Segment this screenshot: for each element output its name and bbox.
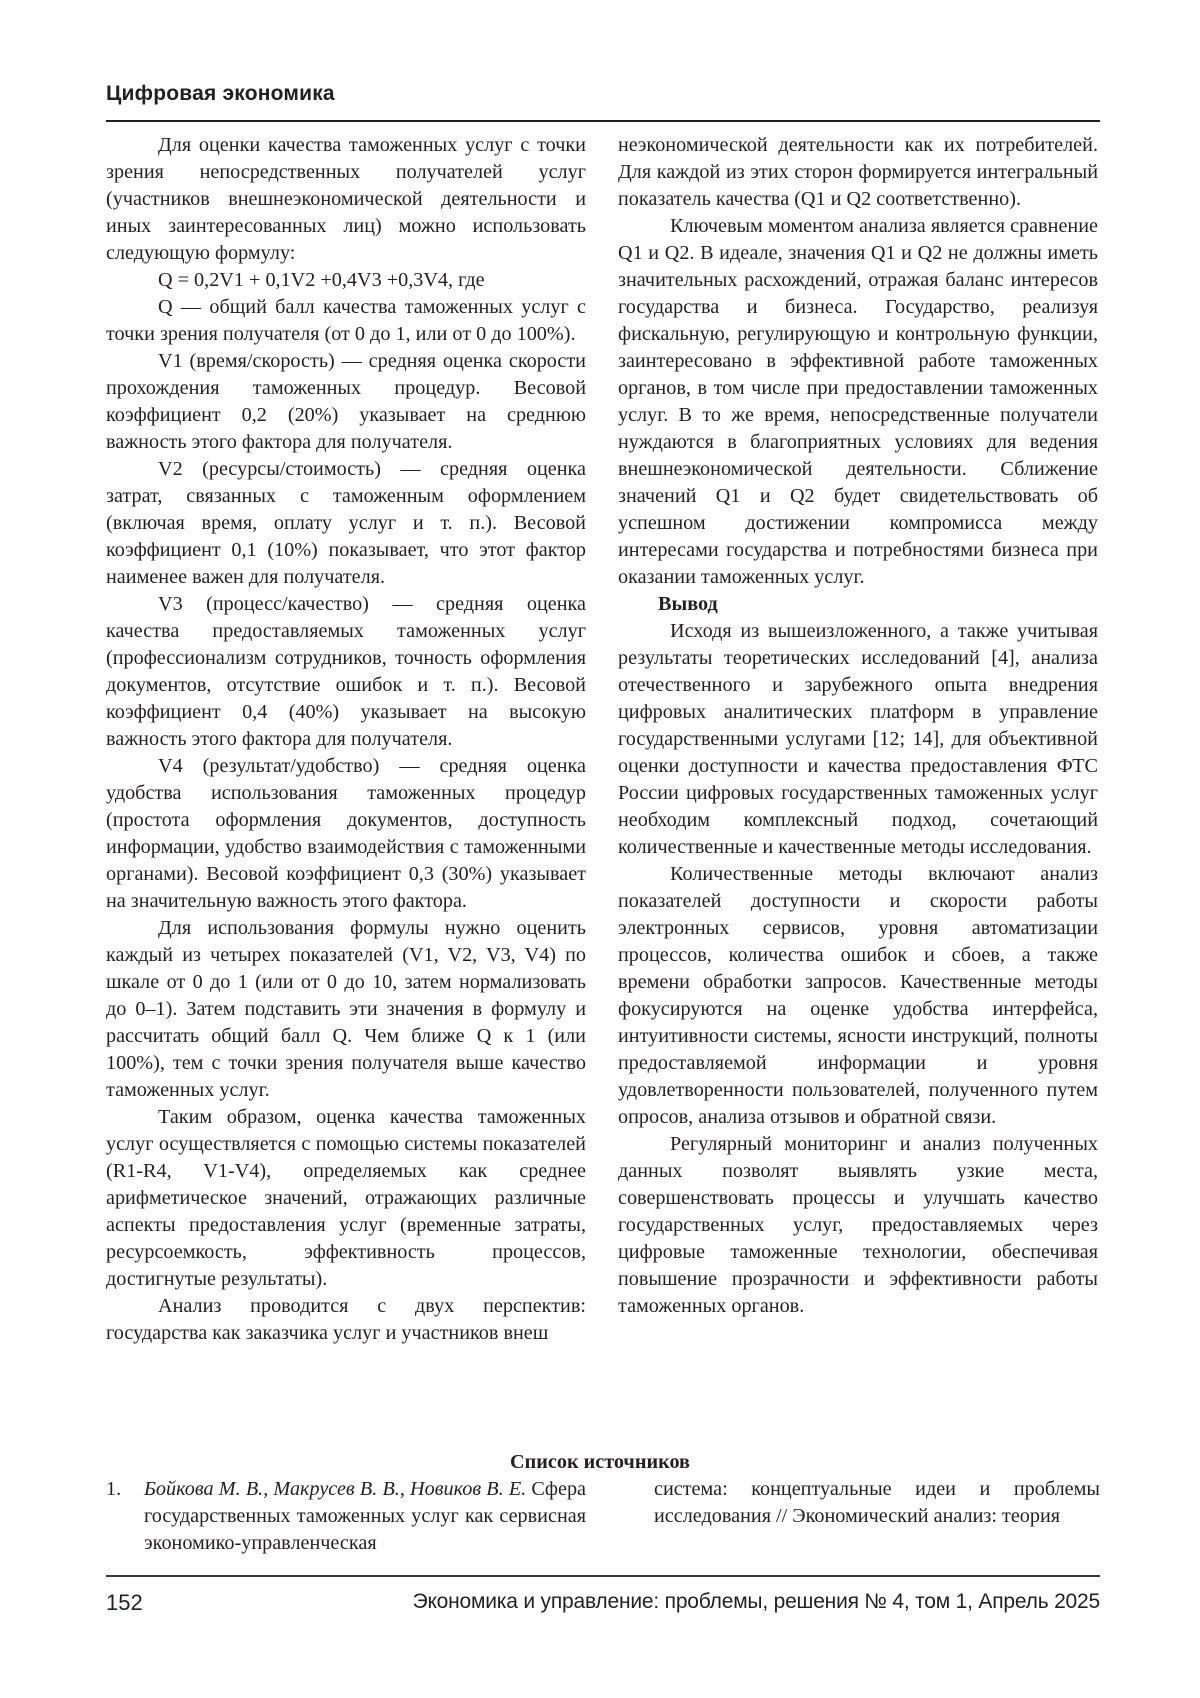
references-title: Список источников (510, 1451, 690, 1473)
paragraph-v1-definition: V1 (время/скорость) — средняя оценка скорости прохождения таможенных процедур. Весовой коэффициент 0,2 (20%) указывает на среднюю важность этого фактора для получателя. (106, 350, 586, 453)
reference-body-left (144, 1476, 586, 1557)
right-column (618, 132, 1098, 1320)
reference-number: 1. (106, 1478, 122, 1500)
header-divider (106, 120, 1100, 122)
journal-info: Экономика и управление: проблемы, решения № 4, том 1, Апрель 2025 (412, 1590, 1100, 1613)
page-number: 152 (106, 1590, 143, 1615)
paragraph-q1-q2-comparison: Ключевым моментом анализа является сравнение Q1 и Q2. В идеале, значения Q1 и Q2 не должны иметь значительных расхождений, отражая баланс интересов государства и бизнеса. Государство, реализуя фискальную, регулирующую и контрольную функции, заинтересовано в эффективной работе таможенных органов, в том числе при предоставлении таможенных услуг. В то же время, непосредственные получатели нуждаются в благоприятных условиях для ведения внешнеэкономической деятельности. Сближение значений Q1 и Q2 будет свидетельствовать об успешном достижении компромисса между интересами государства и потребностями бизнеса при оказании таможенных услуг. (618, 215, 1098, 588)
paragraph-conclusion: Исходя из вышеизложенного, а также учитывая результаты теоретических исследований [4], анализа отечественного и зарубежного опыта внедрения цифровых аналитических платформ в управление государственными услугами [12; 14], для объективной оценки доступности и качества предоставления ФТС России цифровых государственных таможенных услуг необходим комплексный подход, сочетающий количественные и качественные методы исследования. (618, 620, 1098, 858)
reference-text-left: Сфера государственных таможенных услуг как сервисная экономико-управленческая (144, 1478, 586, 1554)
reference-item-1-continued: система: концептуальные идеи и проблемы исследования // Экономический анализ: теория (654, 1478, 1100, 1527)
paragraph-v3-definition: V3 (процесс/качество) — средняя оценка качества предоставляемых таможенных услуг (профессионализм сотрудников, точность оформления документов, отсутствие ошибок и т. п.). Весовой коэффициент 0,4 (40%) указывает на высокую важность этого фактора для получателя. (106, 593, 586, 750)
conclusion-heading: Вывод (658, 593, 718, 615)
reference-item-1 (106, 1476, 586, 1557)
paragraph-two-perspectives: Анализ проводится с двух перспектив: государства как заказчика услуг и участников внеш (106, 1295, 586, 1344)
left-column (106, 132, 586, 1347)
paragraph-intro: Для оценки качества таможенных услуг с точки зрения непосредственных получателей услуг (участников внешнеэкономической деятельности и иных заинтересованных лиц) можно использовать следующую формулу: (106, 134, 586, 264)
paragraph-monitoring: Регулярный мониторинг и анализ полученных данных позволят выявлять узкие места, совершенствовать процессы и улучшать качество государственных услуг, предоставляемых через цифровые таможенные технологии, обеспечивая повышение прозрачности и эффективности работы таможенных органов. (618, 1133, 1098, 1317)
paragraph-summary: Таким образом, оценка качества таможенных услуг осуществляется с помощью системы показателей (R1-R4, V1-V4), определяемых как среднее арифметическое значений, отражающих различные аспекты предоставления услуг (временные затраты, ресурсоемкость, эффективность процессов, достигнутые результаты). (106, 1106, 586, 1290)
paragraph-perspectives-continued: неэкономической деятельности как их потребителей. Для каждой из этих сторон формируется интегральный показатель качества (Q1 и Q2 соответственно). (618, 134, 1098, 210)
paragraph-formula-usage: Для использования формулы нужно оценить каждый из четырех показателей (V1, V2, V3, V4) по шкале от 0 до 1 (или от 0 до 10, затем нормализовать до 0–1). Затем подставить эти значения в формулу и рассчитать общий балл Q. Чем ближе Q к 1 (или 100%), тем с точки зрения получателя выше качество таможенных услуг. (106, 917, 586, 1101)
paragraph-quantitative-methods: Количественные методы включают анализ показателей доступности и скорости работы электронных сервисов, уровня автоматизации процессов, количества ошибок и сбоев, а также времени обработки запросов. Качественные методы фокусируются на оценке удобства интерфейса, интуитивности системы, ясности инструкций, полноты предоставляемой информации и уровня удовлетворенности пользователей, полученного путем опросов, анализа отзывов и обратной связи. (618, 863, 1098, 1128)
paragraph-q-definition: Q — общий балл качества таможенных услуг с точки зрения получателя (от 0 до 1, или от 0 до 100%). (106, 296, 586, 345)
footer-divider (106, 1575, 1100, 1577)
running-header-section-title: Цифровая экономика (106, 82, 335, 105)
reference-authors: Бойкова М. В., Макрусев В. В., Новиков В. Е. (144, 1478, 527, 1500)
paragraph-v2-definition: V2 (ресурсы/стоимость) — средняя оценка затрат, связанных с таможенным оформлением (включая время, оплату услуг и т. п.). Весовой коэффициент 0,1 (10%) показывает, что этот фактор наименее важен для получателя. (106, 458, 586, 588)
paragraph-v4-definition: V4 (результат/удобство) — средняя оценка удобства использования таможенных процедур (простота оформления документов, доступность информации, удобство взаимодействия с таможенными органами). Весовой коэффициент 0,3 (30%) указывает на значительную важность этого фактора. (106, 755, 586, 912)
formula-q: Q = 0,2V1 + 0,1V2 +0,4V3 +0,3V4, где (158, 269, 485, 291)
